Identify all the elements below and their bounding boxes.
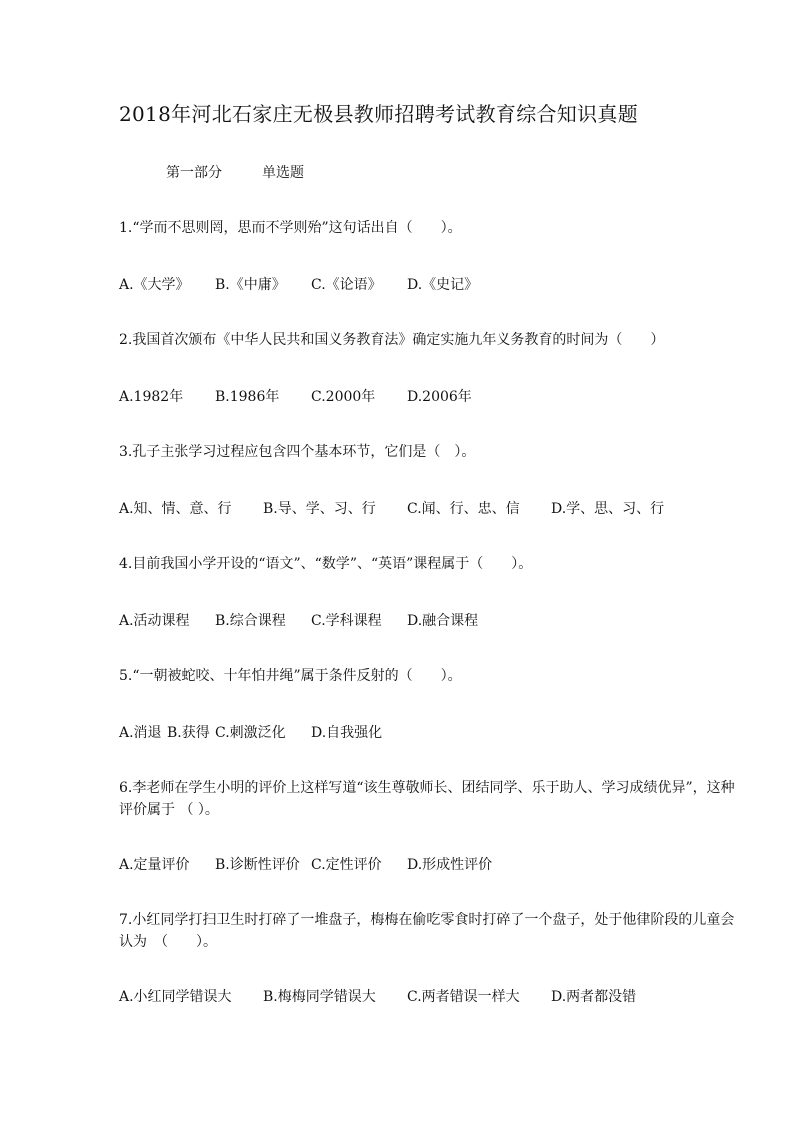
question-7-stem: 7.小红同学打扫卫生时打碎了一堆盘子，梅梅在偷吃零食时打碎了一个盘子，处于他律阶段的儿童会认为 （ ）。 (119, 912, 735, 950)
option-c: C.闻、行、忠、信 (407, 501, 520, 517)
question-5-options (119, 722, 382, 742)
option-d: D.2006年 (407, 389, 472, 405)
question-1-stem: 1.“学而不思则罔，思而不学则殆”这句话出自（ ）。 (119, 220, 462, 236)
option-c: C.《论语》 (311, 277, 382, 293)
option-a: A.小红同学错误大 (119, 989, 232, 1005)
option-a: A.定量评价 (119, 857, 190, 873)
option-a: A.知、情、意、行 (119, 501, 232, 517)
option-d: D.两者都没错 (551, 989, 637, 1005)
option-b: B.1986年 (215, 389, 280, 405)
question-5-stem: 5.“一朝被蛇咬、十年怕井绳”属于条件反射的（ ）。 (119, 668, 462, 684)
option-d: D.融合课程 (407, 613, 479, 629)
option-c: C.学科课程 (311, 613, 382, 629)
option-b: B.导、学、习、行 (263, 501, 376, 517)
question-7-options (119, 986, 636, 1006)
option-d: D.《史记》 (407, 277, 479, 293)
option-d: D.自我强化 (311, 725, 383, 741)
section-part: 第一部分 (166, 165, 222, 181)
option-b: B.诊断性评价 (215, 857, 300, 873)
option-c: C.2000年 (311, 389, 376, 405)
question-2-stem: 2.我国首次颁布《中华人民共和国义务教育法》确定实施九年义务教育的时间为（ ） (119, 332, 665, 348)
option-b: B.获得 (167, 725, 210, 741)
option-a: A.消退 (119, 725, 162, 741)
option-c: C.刺激泛化 (215, 725, 286, 741)
question-6-options (119, 854, 492, 874)
option-d: D.形成性评价 (407, 857, 493, 873)
option-c: C.两者错误一样大 (407, 989, 520, 1005)
question-4-options (119, 610, 478, 630)
question-3-options (119, 498, 664, 518)
option-c: C.定性评价 (311, 857, 382, 873)
option-b: B.综合课程 (215, 613, 286, 629)
option-b: B.《中庸》 (215, 277, 286, 293)
section-heading (166, 162, 304, 182)
document-title: 2018年河北石家庄无极县教师招聘考试教育综合知识真题 (119, 102, 638, 126)
question-4-stem: 4.目前我国小学开设的“语文”、“数学”、“英语”课程属于（ ）。 (119, 556, 533, 572)
option-d: D.学、思、习、行 (551, 501, 665, 517)
question-3-stem: 3.孔子主张学习过程应包含四个基本环节，它们是（ ）。 (119, 444, 476, 460)
question-2-options (119, 386, 472, 406)
section-type: 单选题 (262, 165, 304, 181)
question-6-stem: 6.李老师在学生小明的评价上这样写道“该生尊敬师长、团结同学、乐于助人、学习成绩优异”，这种评价属于 （ ）。 (119, 780, 735, 818)
option-a: A.1982年 (119, 389, 184, 405)
option-a: A.《大学》 (119, 277, 190, 293)
option-b: B.梅梅同学错误大 (263, 989, 376, 1005)
question-1-options (119, 274, 478, 294)
option-a: A.活动课程 (119, 613, 190, 629)
